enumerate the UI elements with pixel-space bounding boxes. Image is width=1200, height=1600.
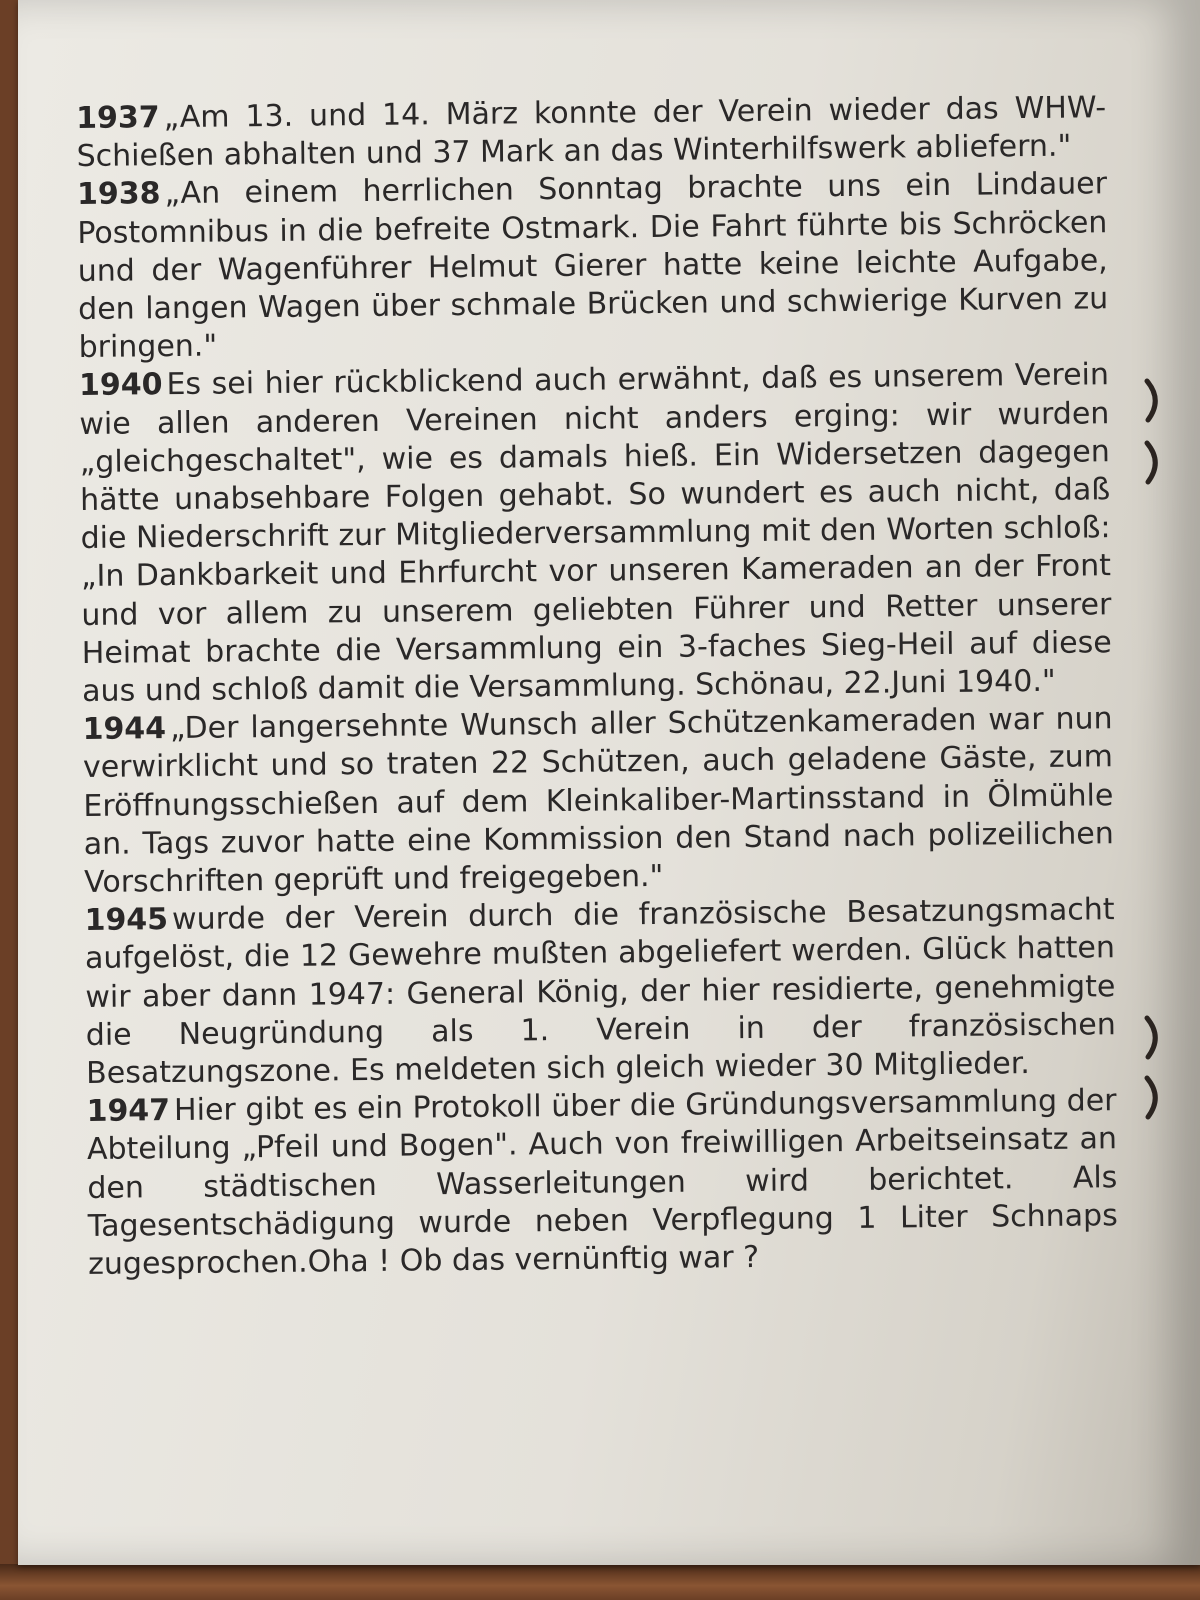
entry-text: „Am 13. und 14. März konnte der Verein wieder das WHW-Schießen abhalten und 37 Mark an das Winterhilfswerk abliefern." bbox=[76, 90, 1107, 175]
entry-year: 1945 bbox=[84, 902, 169, 939]
staple-icon bbox=[1143, 1075, 1165, 1120]
document-page bbox=[18, 0, 1200, 1565]
entry-1945 bbox=[84, 891, 1116, 1093]
entry-1938 bbox=[77, 166, 1109, 368]
table-surface bbox=[0, 1564, 1200, 1600]
entry-text: „An einem herrlichen Sonntag brachte uns ein Lindauer Postomnibus in die befreite Ostmark. Die Fahrt führte bis Schröcken und der Wagenführer Helmut Gierer hatte keine leichte Aufgabe, den langen Wagen über schmale Brücken und schwierige Kurven zu bringen." bbox=[77, 166, 1109, 366]
entry-1947 bbox=[86, 1082, 1118, 1284]
entry-text: Hier gibt es ein Protokoll über die Gründungsversammlung der Abteilung „Pfeil und Bogen". Auch von freiwilligen Arbeitseinsatz an den städtischen Wasserleitungen wird berichtet. Als Tagesentschädigung wurde neben Verpflegung 1 Liter Schnaps zugesprochen.Oha ! Ob das vernünftig war ? bbox=[86, 1083, 1118, 1283]
staple-icon bbox=[1143, 1015, 1165, 1060]
entry-text: Es sei hier rückblickend auch erwähnt, daß es unserem Verein wie allen anderen Vereinen nicht anders erging: wir wurden „gleichgeschaltet", wie es damals hieß. Ein Widersetzen dagegen hätte unabsehbare Folgen gehabt. So wundert es auch nicht, daß die Niederschrift zur Mitgliederversammlung mit den Worten schloß: „In Dankbarkeit und Ehrfurcht vor unseren Kameraden an der Front und vor allem zu unserem geliebten Führer und Retter unserer Heimat brachte die Versammlung ein 3-faches Sieg-Heil auf diese aus und schloß damit die Versammlung. Schönau, 22.Juni 1940." bbox=[79, 357, 1112, 710]
entry-year: 1947 bbox=[86, 1093, 171, 1130]
chronicle-text bbox=[76, 89, 1118, 1284]
entry-year: 1937 bbox=[76, 100, 160, 136]
staple-icon bbox=[1143, 440, 1165, 485]
entry-1944 bbox=[82, 700, 1114, 902]
entry-1940 bbox=[79, 357, 1113, 712]
entry-year: 1940 bbox=[78, 367, 163, 404]
entry-text: wurde der Verein durch die französische Besatzungsmacht aufgelöst, die 12 Gewehre mußten abgeliefert werden. Glück hatten wir aber dann 1947: General König, der hier residierte, genehmigte die Neugründung als 1. Verein in der französischen Besatzungszone. Es meldeten sich gleich wieder 30 Mitglieder. bbox=[84, 892, 1116, 1092]
entry-year: 1938 bbox=[76, 176, 161, 213]
entry-year: 1944 bbox=[82, 711, 167, 748]
entry-1937 bbox=[76, 89, 1107, 176]
staple-icon bbox=[1143, 378, 1165, 423]
entry-text: „Der langersehnte Wunsch aller Schützenkameraden war nun verwirklicht und so traten 22 Schützen, auch geladene Gäste, zum Eröffnungsschießen auf dem Kleinkaliber-Martinsstand in Ölmühle an. Tags zuvor hatte eine Kommission den Stand nach polizeilichen Vorschriften geprüft und freigegeben." bbox=[82, 701, 1114, 901]
